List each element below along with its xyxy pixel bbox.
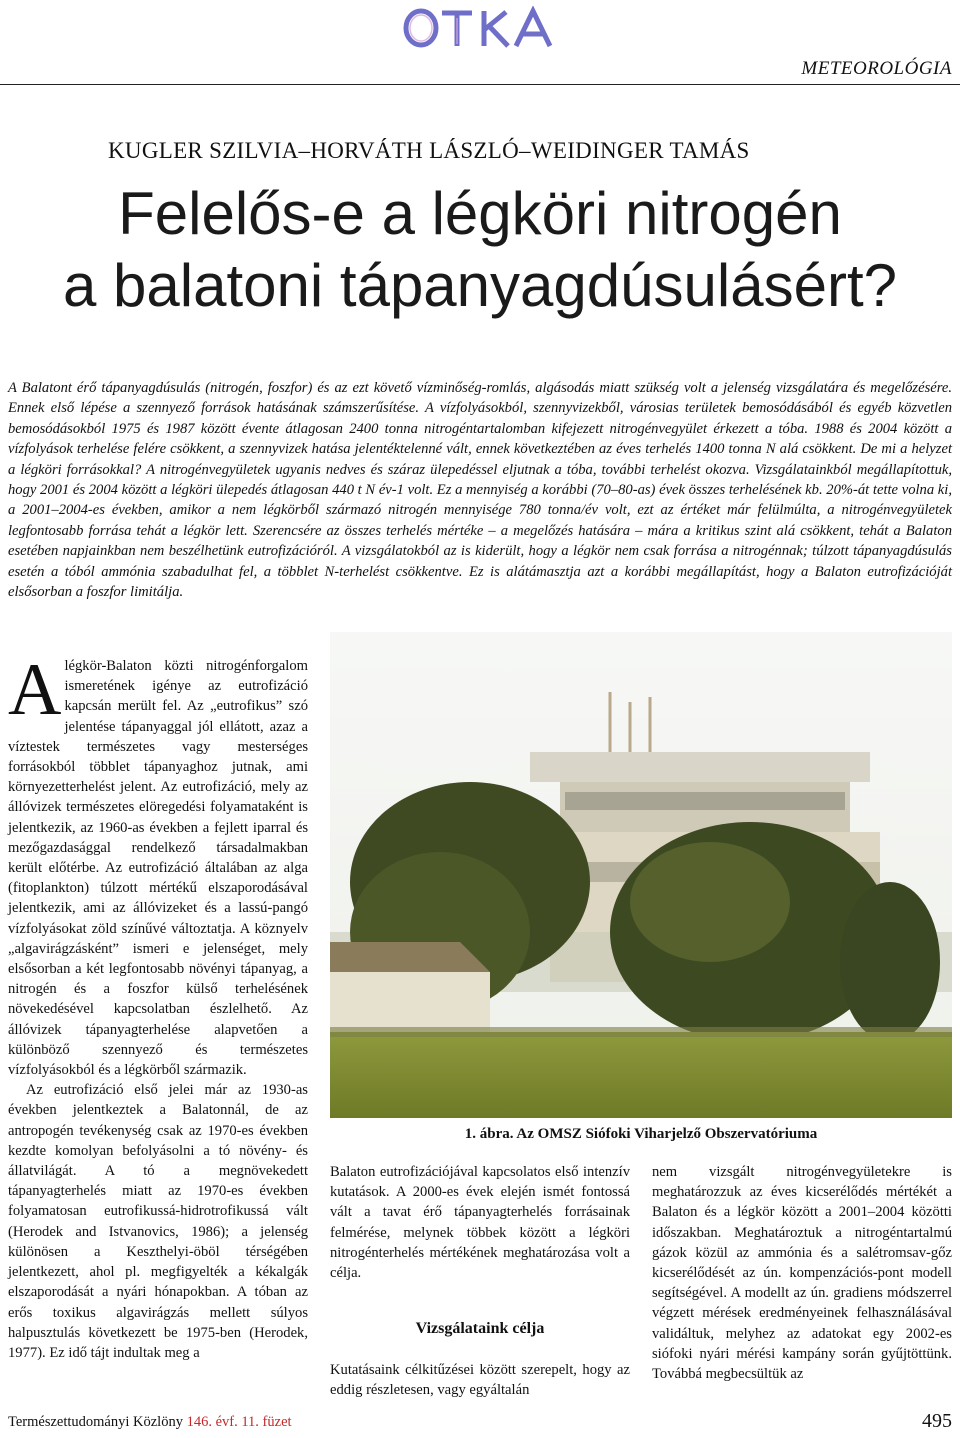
column-1: [8, 649, 308, 1363]
figure-caption: 1. ábra. Az OMSZ Siófoki Viharjelző Obszervatóriuma: [464, 1126, 818, 1142]
otka-logo: [402, 6, 562, 50]
paragraph-text: légkör-Balaton közti nitrogénforgalom ismeretének igénye az eutrofizáció kapcsán merült fel. Az „eutrofikus” szó jelentése tápanyaggal jól ellátott, azaz a víztestek természetes vagy mesterséges forrásokból többlet tápanyaghoz jutnak, ami környezetterhelést jelent. Az eutrofizáció, mely az állóvizek természetes elöregedési folyamataként is jelentkezik, az 1960-as években a fejlett iparral és mezőgazdasággal rendelkező társadalmakban került előtérbe. Az eutrofizáció általában az alga (fitoplankton) túlzott mértékű elszaporodásával jelentkezik, ami az állóvizeket és a lassú-pangó vízfolyásokat zöld színűvé változtatja. A köznyelv „algavirágzásként” ismeri e jelenséget, mely elsősorban a két legfontosabb növényi tápanyag, a nitrogén és a foszfor külső terhelésének növekedésével kapcsolatban észlelhető. Az állóvizek tápanyagterhelése alapvetően a különböző szennyező és természetes vízfolyásokból és a légkörből származik.: [8, 658, 308, 1079]
journal-name: Természettudományi Közlöny: [8, 1414, 183, 1430]
paragraph: Az eutrofizáció első jelei már az 1930-as években jelentkeztek a Balatonnál, de az antropogén tevékenység csak az 1970-es években kezdte komolyan befolyásolni a tó növény- és állatvilágát. A tó a megnövekedett tápanyagterhelés miatt az 1970-es években folyamatosan eutrofikussá-hidrotrofikussá vált (Herodek and Istvanovics, 1986); a jelenség különösen a Keszthelyi-öböl térségében jelentkezett, ahol pl. megfigyelték a kékalgák elszaporodását a nyári hónapokban. A tóban az erős toxikus algavirágzás mellett súlyos halpusztulás következett be 1975-ben (Herodek, 1977). Ez idő tájt indultak meg a: [8, 1082, 308, 1361]
section-label: METEOROLÓGIA: [801, 58, 952, 79]
article-title: [0, 178, 960, 322]
paragraph: Kutatásaink célkitűzései között szerepelt, hogy az eddig részletesen, vagy egyáltalán: [330, 1362, 630, 1399]
article-authors: KUGLER SZILVIA–HORVÁTH LÁSZLÓ–WEIDINGER TAMÁS: [108, 138, 750, 163]
title-line-2: a balatoni tápanyagdúsulásért?: [63, 252, 897, 319]
column-3: [652, 1162, 952, 1384]
observatory-photo: [330, 632, 952, 1118]
drop-cap: A: [8, 649, 62, 731]
column-2: [330, 1162, 630, 1283]
title-line-1: Felelős-e a légköri nitrogén: [118, 180, 842, 247]
section-heading: Vizsgálataink célja: [415, 1320, 545, 1337]
paragraph: nem vizsgált nitrogénvegyületekre is meghatározzuk az éves kicserélődés mértékét a Balaton és a légkör között a 2001–2004 közötti időszakban. Meghatároztuk a nitrogéntartalmú gázok közül az ammónia és a salétromsav-gőz kicserélődését az ún. kompenzációs-pont modell segítségével. A modellt az ún. gradiens módszerrel végzett mérések eredményeinek felhasználásával validáltuk, melyhez az adatokat egy 2002-es siófoki nyári mérési kampány során gyűjtöttünk. Továbbá megbecsültük az: [652, 1164, 952, 1383]
header-rule: [0, 84, 960, 85]
page-number: 495: [922, 1410, 952, 1432]
article-abstract: A Balatont érő tápanyagdúsulás (nitrogén, foszfor) és az ezt követő vízminőség-romlás, algásodás miatt szükség volt a jelenség vizsgálatára és megelőzésére. Ennek első lépése a szennyező források hatásának számszerűsítése. A vízfolyásokból, szennyvizekből, városias területek bemosódásából és egyéb közvetlen bemosódásokból 1975 és 1987 között évente átlagosan 2400 tonna nitrogéntartalomban kifejezett nitrogénvegyület érkezett a tóba. 1988 és 2004 között a vízfolyások terhelése felére csökkent, a szennyvizek hatása jelentéktelenné vált, ennek következtében az éves terhelés 1400 tonna N alá csökkent. De mi a helyzet a légköri forrásokkal? A nitrogénvegyületek ugyanis nedves és száraz ülepedéssel eljutnak a tóba, további terhelést okozva. Vizsgálatainkból megállapítottuk, hogy 2001 és 2004 között a légköri ülepedés átlagosan 440 t N év-1 volt. Ez a mennyiség a korábbi (70–80-as) évek összes terhelésének kb. 20%-át tette volna ki, a 2001–2004-es években, amikor a nem légkörből származó nitrogén mennyisége 780 tonna/év volt, ezt az értéket már felülmúlta, a nitrogénvegyületek legfontosabb forrása tehát a légkör lett. Szerencsére az összes terhelés mértéke – a megelőzés hatására – mára a kritikus szint alá csökkent, tehát a Balaton esetében napjainkban nem beszélhetünk eutrofizációról. A vizsgálatokból az is kiderült, hogy a légkör nem csak forrása a nitrogénnak; túlzott tápanyagdúsulás esetén a tóból ammónia szabadulhat fel, a többlet N-terhelést csökkentve. Ez is alátámasztja azt a korábbi megállapítást, hogy a Balaton eutrofizációját elsősorban a foszfor limitálja.: [8, 380, 952, 601]
paragraph: [8, 649, 308, 1080]
journal-issue: 146. évf. 11. füzet: [186, 1414, 292, 1430]
footer-journal: [8, 1414, 292, 1431]
paragraph: Balaton eutrofizációjával kapcsolatos első intenzív kutatások. A 2000-es évek elején ismét fontossá vált a tavat érő tápanyagterhelés forrásainak felmérése, melynek többek között a légköri nitrogénterhelés mértékének meghatározása volt a célja.: [330, 1164, 630, 1282]
column-2-continued: [330, 1360, 630, 1400]
